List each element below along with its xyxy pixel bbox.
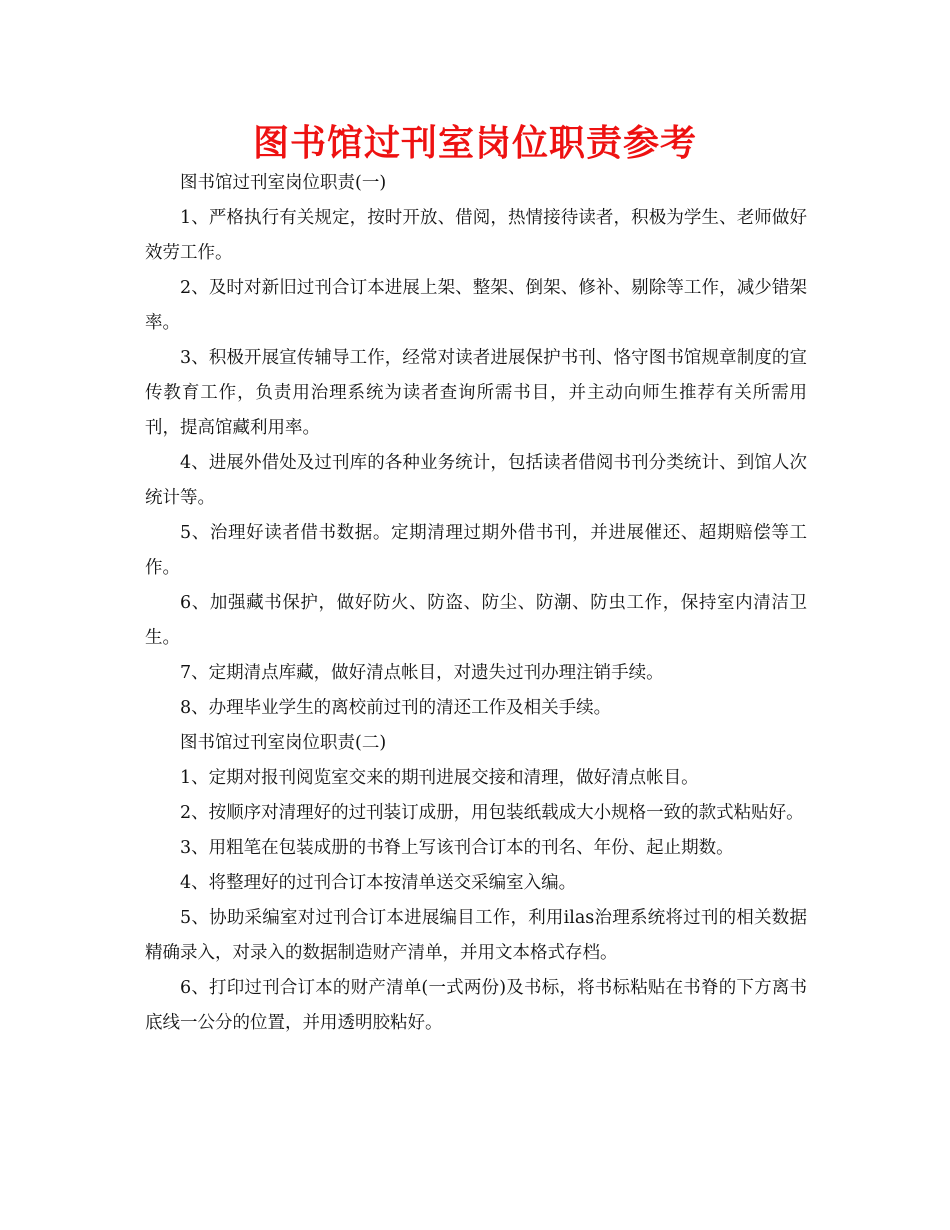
duty-item: 1、定期对报刊阅览室交来的期刊进展交接和清理，做好清点帐目。 (180, 768, 699, 788)
section-heading: 图书馆过刊室岗位职责(一) (180, 173, 387, 193)
duty-item: 4、将整理好的过刊合订本按清单送交采编室入编。 (180, 873, 577, 893)
duty-item: 8、办理毕业学生的离校前过刊的清还工作及相关手续。 (180, 698, 612, 718)
duty-item: 7、定期清点库藏，做好清点帐目，对遗失过刊办理注销手续。 (180, 663, 664, 683)
document-title: 图书馆过刊室岗位职责参考 (252, 123, 697, 164)
duty-item: 2、按顺序对清理好的过刊装订成册，用包装纸载成大小规格一致的款式粘贴好。 (180, 803, 804, 823)
section-heading: 图书馆过刊室岗位职责(二) (180, 733, 387, 753)
duty-item: 1、严格执行有关规定，按时开放、借阅，热情接待读者，积极为学生、老师做好效劳工作。 (145, 208, 807, 263)
duty-item: 5、协助采编室对过刊合订本进展编目工作，利用ilas治理系统将过刊的相关数据精确录入，对录入的数据制造财产清单，并用文本格式存档。 (145, 908, 807, 963)
duty-item: 3、积极开展宣传辅导工作，经常对读者进展保护书刊、恪守图书馆规章制度的宣传教育工作，负责用治理系统为读者查询所需书目，并主动向师生推荐有关所需用刊，提高馆藏利用率。 (145, 348, 807, 438)
duty-item: 4、进展外借处及过刊库的各种业务统计，包括读者借阅书刊分类统计、到馆人次统计等。 (145, 453, 807, 508)
duty-item: 6、加强藏书保护，做好防火、防盗、防尘、防潮、防虫工作，保持室内清洁卫生。 (145, 593, 807, 648)
duty-item: 6、打印过刊合订本的财产清单(一式两份)及书标，将书标粘贴在书脊的下方离书底线一公分的位置，并用透明胶粘好。 (145, 978, 807, 1033)
duty-item: 5、治理好读者借书数据。定期清理过期外借书刊，并进展催还、超期赔偿等工作。 (145, 523, 807, 578)
duty-item: 3、用粗笔在包装成册的书脊上写该刊合订本的刊名、年份、起止期数。 (180, 838, 734, 858)
duty-item: 2、及时对新旧过刊合订本进展上架、整架、倒架、修补、剔除等工作，减少错架率。 (145, 278, 807, 333)
document-body (145, 166, 807, 1041)
